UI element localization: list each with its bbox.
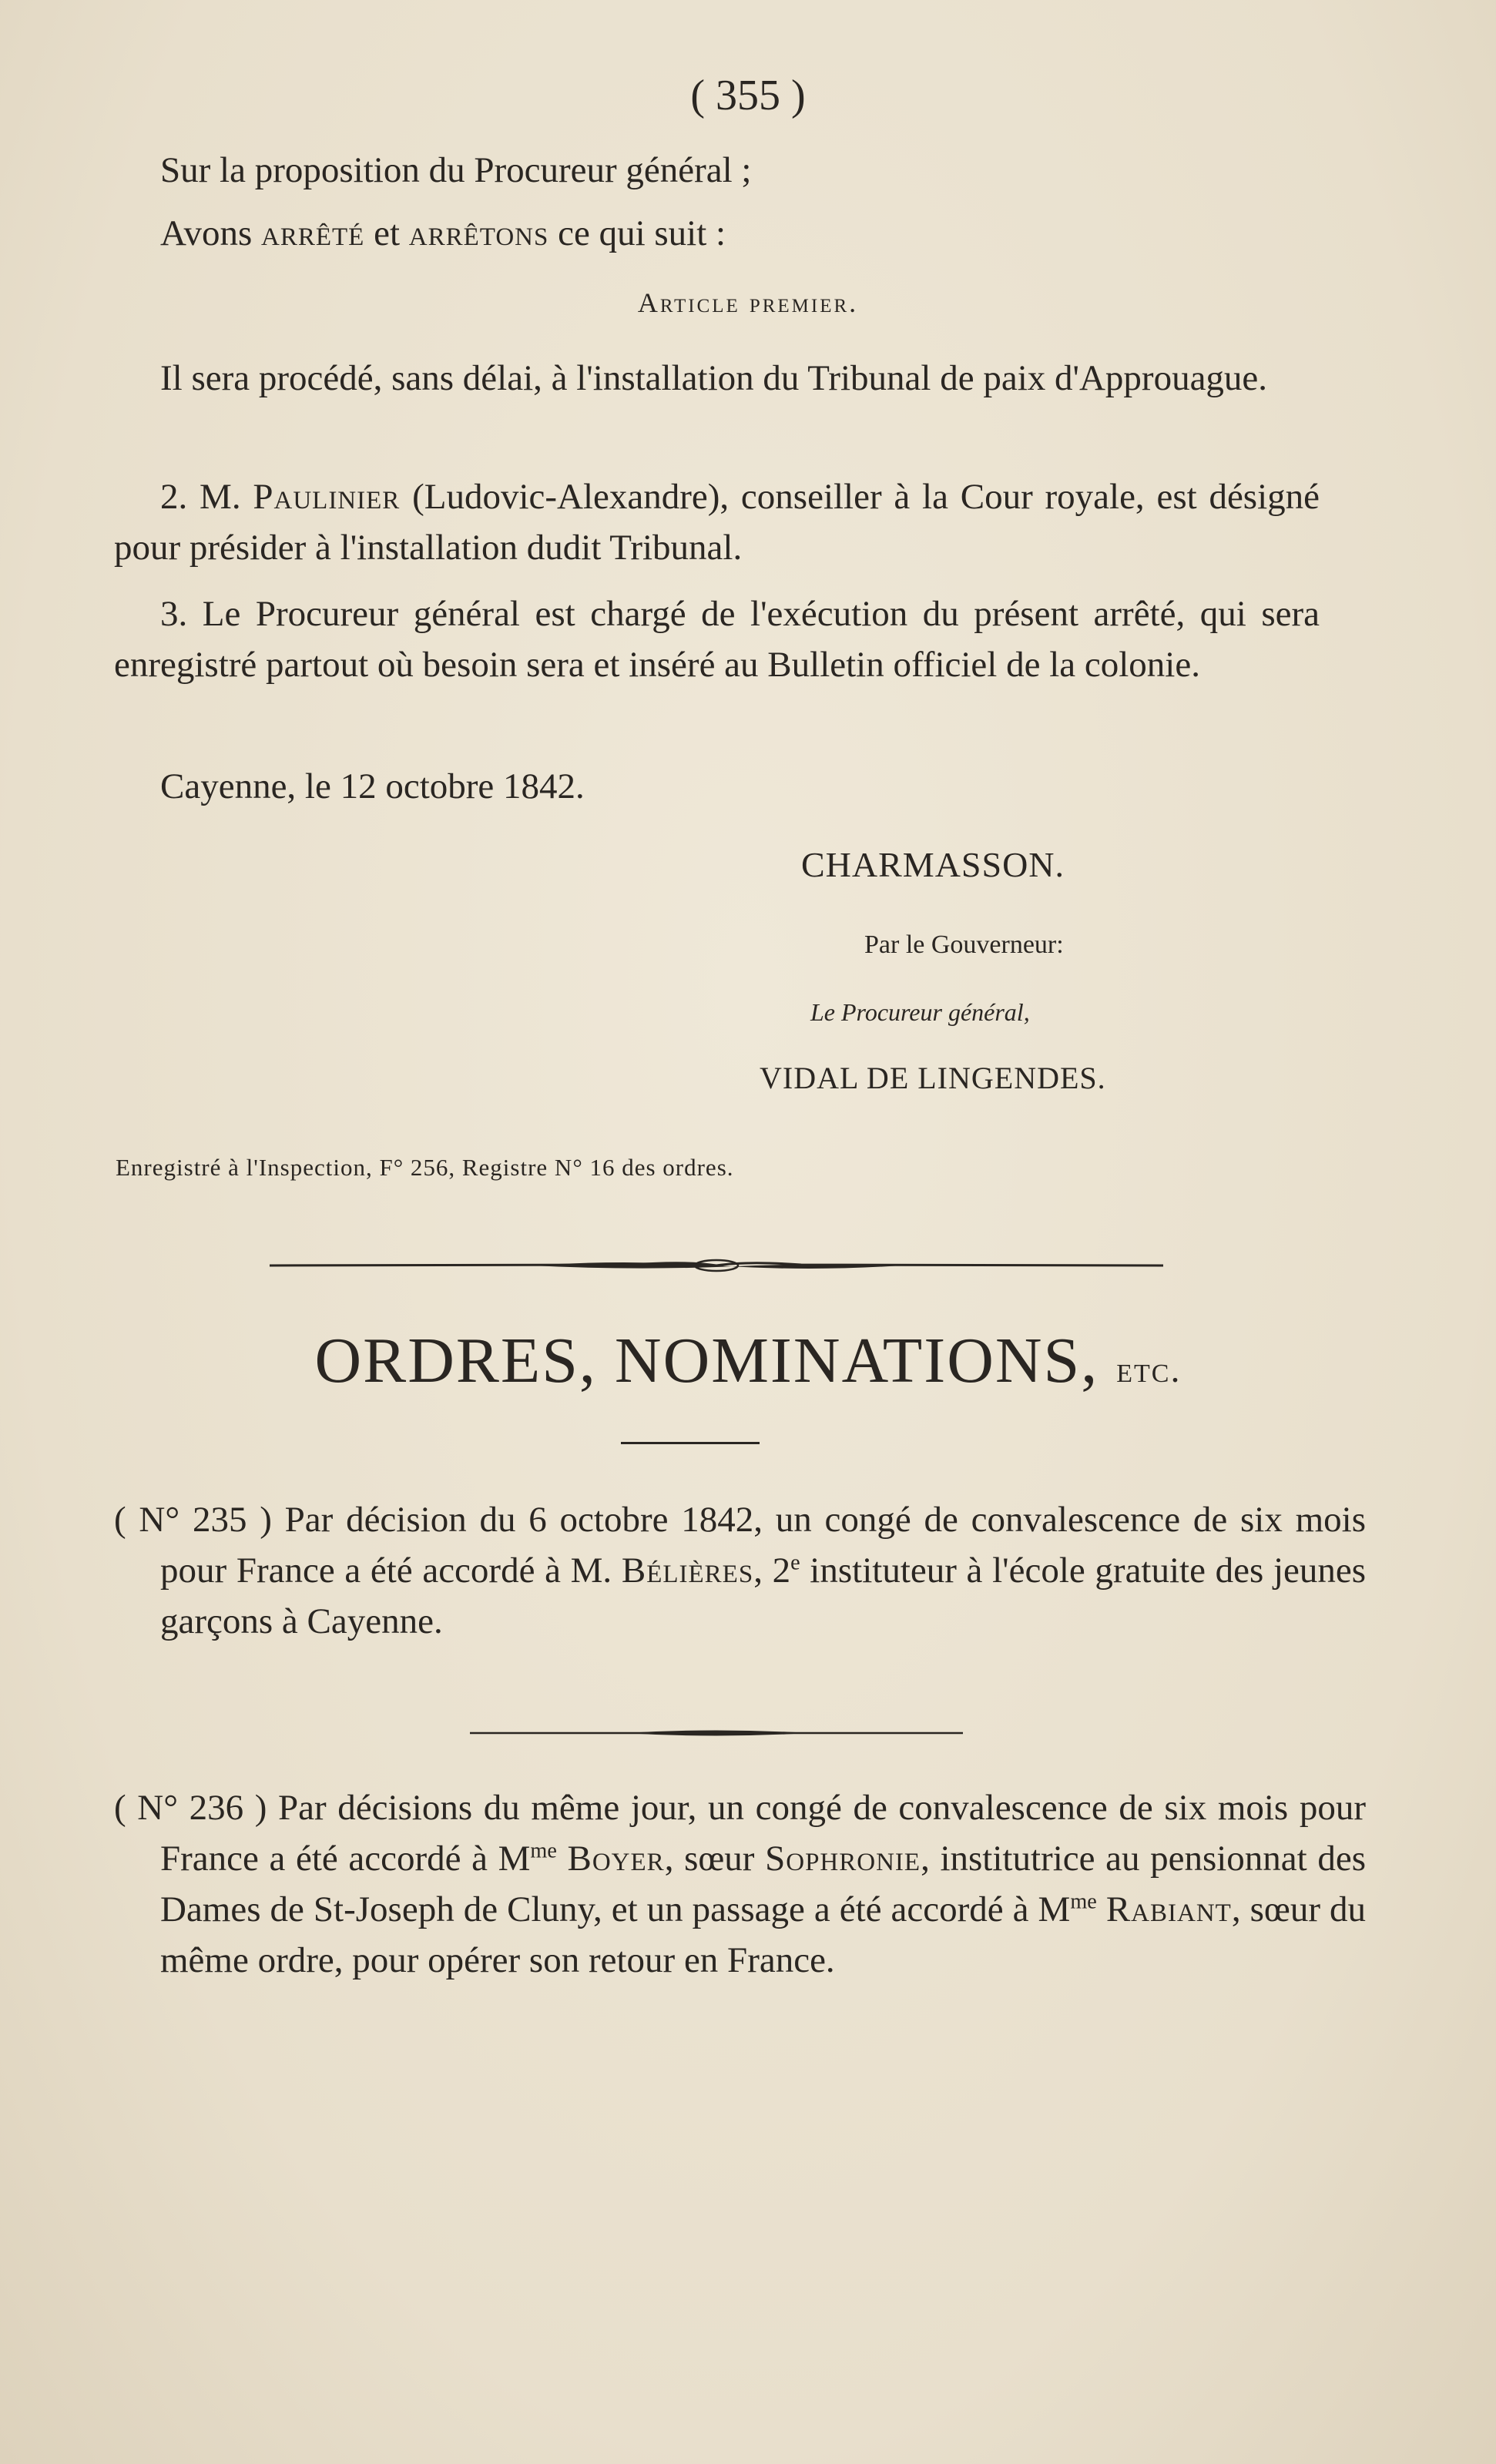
entry-235-text: ( N° 235 ) Par décision du 6 octobre 1842, un congé de convalescence de six mois pour France a été accordé à M.: [114, 1500, 1366, 1591]
article-heading: Article premier.: [637, 287, 859, 318]
signature-par-le-gouverneur: Par le Gouverneur:: [864, 930, 1064, 959]
article-2-prefix: 2. M.: [160, 477, 241, 517]
small-divider: [470, 1724, 963, 1742]
section-title-main: ORDRES, NOMINATIONS,: [314, 1325, 1099, 1396]
preamble-decree: [114, 208, 1320, 259]
page-number: ( 355 ): [690, 72, 806, 119]
entry-236-text: ( N° 236 ) Par décisions du même jour, un congé de convalescence de six mois pour France a été accordé à M: [114, 1788, 1366, 1879]
ornamental-divider: [270, 1252, 1163, 1279]
preamble-suffix: ce qui suit :: [558, 213, 726, 253]
article-2-rest: (Ludovic-Alexandre), conseiller à la Cour royale, est désigné pour présider à l'installation dudit Tribunal.: [114, 477, 1320, 568]
article-1: Il sera procédé, sans délai, à l'installation du Tribunal de paix d'Approuague.: [160, 358, 1268, 398]
entry-235: [114, 1494, 1366, 1647]
article-3: 3. Le Procureur général est chargé de l'exécution du présent arrêté, qui sera enregistré partout où besoin sera et inséré au Bulletin officiel de la colonie.: [114, 594, 1320, 685]
signature-procureur-name: VIDAL DE LINGENDES.: [760, 1061, 1106, 1095]
entry-236-sup-1: me: [530, 1839, 557, 1863]
entry-236-mid-2: , institutrice au pensionnat des Dames de St-Joseph de Cluny, et un passage a été accordé à M: [160, 1839, 1367, 1929]
section-title: [0, 1323, 1496, 1398]
preamble-et: et: [374, 213, 400, 253]
section-title-etc: etc.: [1116, 1349, 1182, 1390]
entry-236-sup-2: me: [1070, 1889, 1097, 1914]
entry-235-rest: instituteur à l'école gratuite des jeunes garçons à Cayenne.: [160, 1550, 1367, 1641]
entry-236: [114, 1782, 1366, 1986]
date-line: Cayenne, le 12 octobre 1842.: [160, 766, 585, 806]
article-2: [114, 471, 1320, 573]
registry-note: Enregistré à l'Inspection, F° 256, Registre N° 16 des ordres.: [116, 1154, 734, 1181]
entry-236-name-boyer: Boyer: [567, 1839, 665, 1879]
preamble-avons: Avons: [160, 213, 253, 253]
entry-236-name-sophronie: Sophronie: [765, 1839, 921, 1879]
article-2-name: Paulinier: [253, 477, 401, 517]
entry-235-name: Bélières: [621, 1550, 754, 1591]
preamble-proposition: Sur la proposition du Procureur général ;: [160, 150, 752, 190]
signature-governor: CHARMASSON.: [801, 845, 1065, 884]
preamble-arrete: arrêté: [261, 213, 365, 253]
entry-236-name-rabiant: Rabiant: [1105, 1889, 1232, 1929]
entry-236-rest: , sœur du même ordre, pour opérer son retour en France.: [160, 1889, 1367, 1980]
preamble-arretons: arrêtons: [408, 213, 549, 253]
entry-235-sup: e: [790, 1550, 800, 1575]
entry-235-mid: , 2: [753, 1550, 791, 1591]
entry-236-mid-1: , sœur: [664, 1839, 755, 1879]
title-underline: [621, 1442, 760, 1444]
signature-procureur-title: Le Procureur général,: [810, 998, 1030, 1026]
